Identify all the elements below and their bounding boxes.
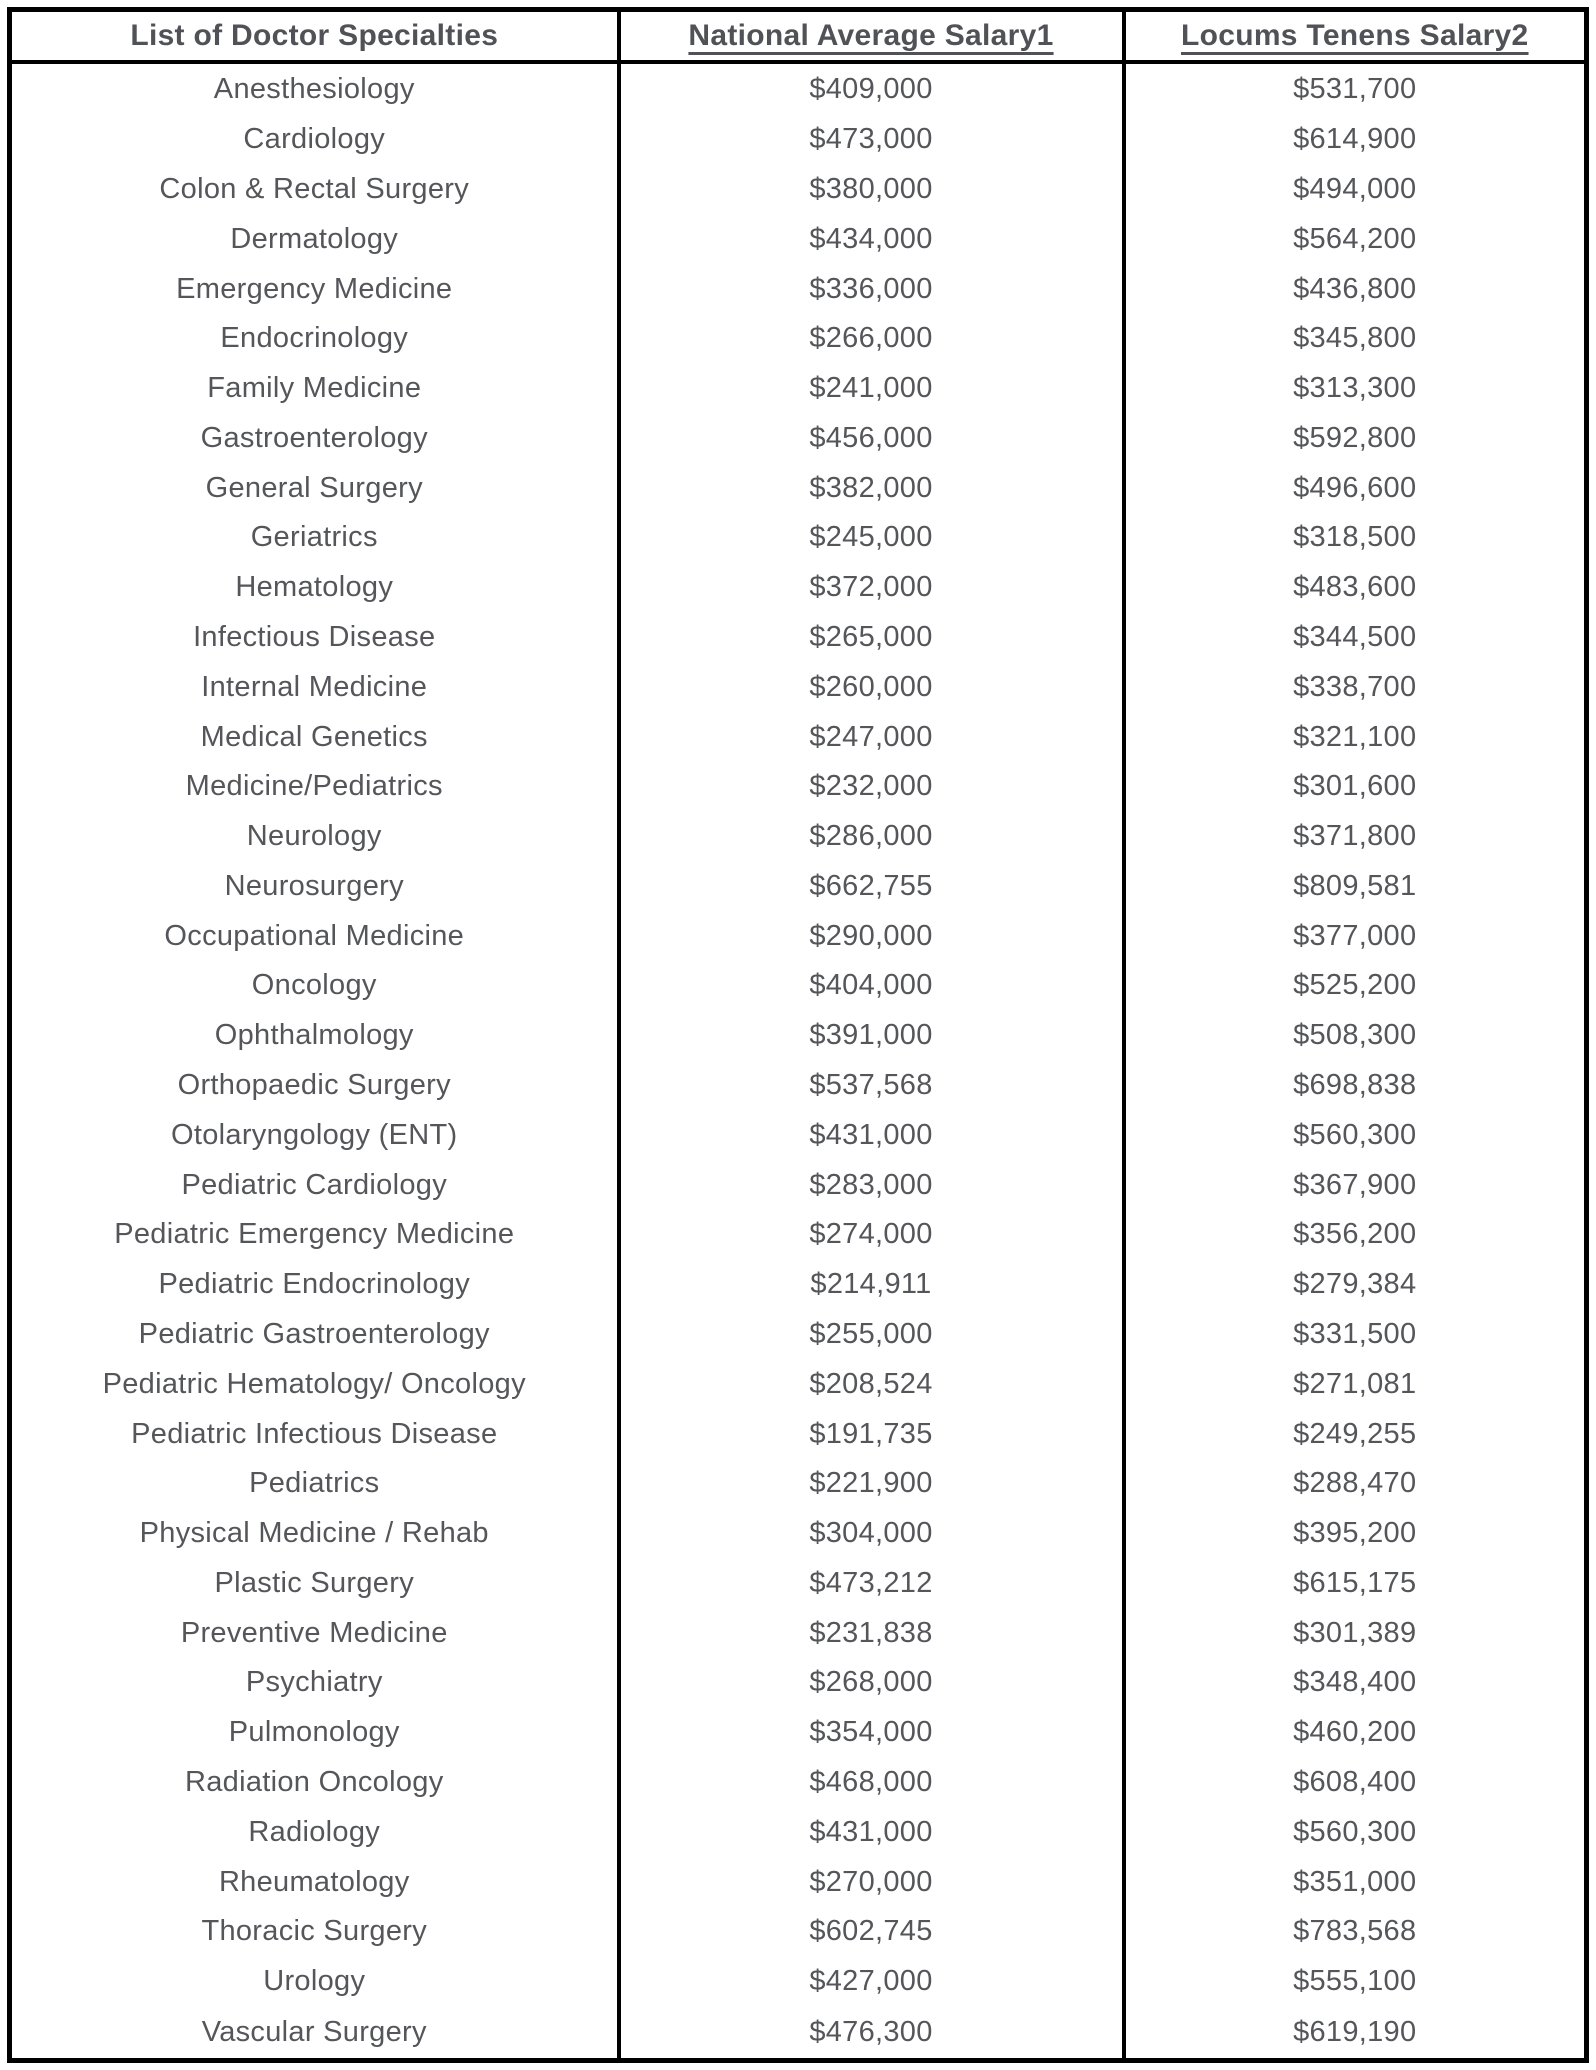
table-row bbox=[10, 314, 1587, 364]
table-row bbox=[10, 1011, 1587, 1061]
specialty-cell: Physical Medicine / Rehab bbox=[139, 1517, 489, 1550]
specialty-cell: Infectious Disease bbox=[193, 621, 436, 653]
specialty-cell: Pulmonology bbox=[228, 1716, 400, 1749]
col-header-national-average-salary-label: National Average Salary1 bbox=[688, 19, 1054, 52]
national-average-salary-cell: $208,524 bbox=[619, 1359, 1124, 1409]
national-average-salary-cell: $427,000 bbox=[619, 1957, 1124, 2007]
table-row bbox=[10, 115, 1587, 165]
locums-tenens-salary-cell: $496,600 bbox=[1124, 463, 1587, 513]
specialty-cell: Psychiatry bbox=[245, 1666, 383, 1699]
national-average-salary-cell: $283,000 bbox=[619, 1160, 1124, 1210]
table-row bbox=[10, 1509, 1587, 1559]
specialty-cell: General Surgery bbox=[205, 471, 423, 504]
col-header-locums-tenens-salary-label: Locums Tenens Salary2 bbox=[1180, 19, 1529, 52]
table-row bbox=[10, 563, 1587, 613]
table-row bbox=[10, 2006, 1587, 2060]
specialty-cell: Thoracic Surgery bbox=[201, 1915, 428, 1948]
locums-tenens-salary-cell: $494,000 bbox=[1124, 165, 1587, 215]
locums-tenens-salary-cell: $249,255 bbox=[1124, 1409, 1587, 1459]
table-row bbox=[10, 1957, 1587, 2007]
locums-tenens-salary-cell: $483,600 bbox=[1124, 563, 1587, 613]
locums-tenens-salary-cell: $348,400 bbox=[1124, 1658, 1587, 1708]
national-average-salary-cell: $245,000 bbox=[619, 513, 1124, 563]
locums-tenens-salary-cell: $321,100 bbox=[1124, 712, 1587, 762]
national-average-salary-cell: $431,000 bbox=[619, 1110, 1124, 1160]
specialty-cell: Radiology bbox=[248, 1815, 381, 1848]
specialty-cell: Pediatric Infectious Disease bbox=[131, 1417, 498, 1450]
locums-tenens-salary-cell: $436,800 bbox=[1124, 264, 1587, 314]
specialty-cell: Rheumatology bbox=[218, 1865, 410, 1898]
locums-tenens-salary-cell: $288,470 bbox=[1124, 1459, 1587, 1509]
locums-tenens-salary-cell: $619,190 bbox=[1124, 2006, 1587, 2060]
locums-tenens-salary-cell: $313,300 bbox=[1124, 364, 1587, 414]
locums-tenens-salary-cell: $560,300 bbox=[1124, 1807, 1587, 1857]
specialty-cell: Endocrinology bbox=[220, 322, 409, 355]
table-row bbox=[10, 62, 1587, 115]
specialty-cell: Emergency Medicine bbox=[176, 272, 453, 305]
locums-tenens-salary-cell: $783,568 bbox=[1124, 1907, 1587, 1957]
table-row bbox=[10, 1061, 1587, 1111]
table-row bbox=[10, 961, 1587, 1011]
table-row bbox=[10, 1310, 1587, 1360]
national-average-salary-cell: $434,000 bbox=[619, 214, 1124, 264]
national-average-salary-cell: $266,000 bbox=[619, 314, 1124, 364]
national-average-salary-cell: $537,568 bbox=[619, 1061, 1124, 1111]
national-average-salary-cell: $468,000 bbox=[619, 1758, 1124, 1808]
national-average-salary-cell: $372,000 bbox=[619, 563, 1124, 613]
national-average-salary-cell: $473,212 bbox=[619, 1558, 1124, 1608]
table-row bbox=[10, 1807, 1587, 1857]
national-average-salary-cell: $255,000 bbox=[619, 1310, 1124, 1360]
national-average-salary-cell: $241,000 bbox=[619, 364, 1124, 414]
locums-tenens-salary-cell: $279,384 bbox=[1124, 1260, 1587, 1310]
specialty-cell: Hematology bbox=[235, 571, 394, 604]
col-header-national-average-salary bbox=[619, 10, 1124, 63]
specialty-cell: Preventive Medicine bbox=[180, 1616, 448, 1649]
table-body bbox=[10, 62, 1587, 2061]
specialty-cell: Cardiology bbox=[243, 123, 386, 156]
specialty-cell: Vascular Surgery bbox=[201, 2015, 427, 2048]
national-average-salary-cell: $473,000 bbox=[619, 115, 1124, 165]
table-row bbox=[10, 463, 1587, 513]
table-row bbox=[10, 613, 1587, 663]
table-row bbox=[10, 214, 1587, 264]
locums-tenens-salary-cell: $560,300 bbox=[1124, 1110, 1587, 1160]
national-average-salary-cell: $662,755 bbox=[619, 862, 1124, 912]
national-average-salary-cell: $265,000 bbox=[619, 613, 1124, 663]
locums-tenens-salary-cell: $608,400 bbox=[1124, 1758, 1587, 1808]
specialty-cell: Otolaryngology (ENT) bbox=[171, 1118, 458, 1151]
table-row bbox=[10, 1608, 1587, 1658]
table-row bbox=[10, 1359, 1587, 1409]
specialty-cell: Pediatric Hematology/ Oncology bbox=[102, 1367, 526, 1400]
specialty-cell: Pediatrics bbox=[249, 1467, 380, 1500]
locums-tenens-salary-cell: $555,100 bbox=[1124, 1957, 1587, 2007]
national-average-salary-cell: $382,000 bbox=[619, 463, 1124, 513]
table-row bbox=[10, 762, 1587, 812]
national-average-salary-cell: $214,911 bbox=[619, 1260, 1124, 1310]
locums-tenens-salary-cell: $698,838 bbox=[1124, 1061, 1587, 1111]
national-average-salary-cell: $221,900 bbox=[619, 1459, 1124, 1509]
specialty-cell: Gastroenterology bbox=[200, 421, 428, 454]
national-average-salary-cell: $354,000 bbox=[619, 1708, 1124, 1758]
specialty-cell: Internal Medicine bbox=[201, 670, 428, 703]
table-row bbox=[10, 1558, 1587, 1608]
locums-tenens-salary-cell: $395,200 bbox=[1124, 1509, 1587, 1559]
national-average-salary-cell: $268,000 bbox=[619, 1658, 1124, 1708]
table-row bbox=[10, 1708, 1587, 1758]
specialty-cell: Neurology bbox=[246, 820, 382, 853]
locums-tenens-salary-cell: $377,000 bbox=[1124, 911, 1587, 961]
locums-tenens-salary-cell: $338,700 bbox=[1124, 662, 1587, 712]
national-average-salary-cell: $304,000 bbox=[619, 1509, 1124, 1559]
specialty-cell: Medical Genetics bbox=[200, 720, 428, 753]
locums-tenens-salary-cell: $615,175 bbox=[1124, 1558, 1587, 1608]
table-row bbox=[10, 1658, 1587, 1708]
col-header-specialties bbox=[10, 10, 619, 63]
table-row bbox=[10, 712, 1587, 762]
table-row bbox=[10, 1758, 1587, 1808]
locums-tenens-salary-cell: $351,000 bbox=[1124, 1857, 1587, 1907]
locums-tenens-salary-cell: $345,800 bbox=[1124, 314, 1587, 364]
col-header-locums-tenens-salary bbox=[1124, 10, 1587, 63]
national-average-salary-cell: $476,300 bbox=[619, 2006, 1124, 2060]
locums-tenens-salary-cell: $508,300 bbox=[1124, 1011, 1587, 1061]
national-average-salary-cell: $336,000 bbox=[619, 264, 1124, 314]
locums-tenens-salary-cell: $344,500 bbox=[1124, 613, 1587, 663]
locums-tenens-salary-cell: $460,200 bbox=[1124, 1708, 1587, 1758]
specialty-cell: Pediatric Gastroenterology bbox=[138, 1317, 490, 1350]
national-average-salary-cell: $391,000 bbox=[619, 1011, 1124, 1061]
national-average-salary-cell: $431,000 bbox=[619, 1807, 1124, 1857]
locums-tenens-salary-cell: $356,200 bbox=[1124, 1210, 1587, 1260]
national-average-salary-cell: $602,745 bbox=[619, 1907, 1124, 1957]
locums-tenens-salary-cell: $614,900 bbox=[1124, 115, 1587, 165]
table-row bbox=[10, 1260, 1587, 1310]
locums-tenens-salary-cell: $809,581 bbox=[1124, 862, 1587, 912]
table-row bbox=[10, 862, 1587, 912]
table-row bbox=[10, 911, 1587, 961]
table-row bbox=[10, 513, 1587, 563]
specialty-cell: Oncology bbox=[251, 969, 377, 1002]
doctor-salary-table bbox=[7, 7, 1589, 2063]
locums-tenens-salary-cell: $371,800 bbox=[1124, 812, 1587, 862]
specialty-cell: Urology bbox=[263, 1965, 366, 1998]
table-row bbox=[10, 1210, 1587, 1260]
table-row bbox=[10, 1907, 1587, 1957]
table-row bbox=[10, 1110, 1587, 1160]
national-average-salary-cell: $247,000 bbox=[619, 712, 1124, 762]
national-average-salary-cell: $286,000 bbox=[619, 812, 1124, 862]
locums-tenens-salary-cell: $331,500 bbox=[1124, 1310, 1587, 1360]
specialty-cell: Ophthalmology bbox=[214, 1019, 414, 1052]
locums-tenens-salary-cell: $592,800 bbox=[1124, 413, 1587, 463]
table-row bbox=[10, 1160, 1587, 1210]
national-average-salary-cell: $380,000 bbox=[619, 165, 1124, 215]
table-row bbox=[10, 812, 1587, 862]
specialty-cell: Dermatology bbox=[230, 222, 399, 255]
col-header-specialties-label: List of Doctor Specialties bbox=[130, 19, 499, 52]
table-row bbox=[10, 364, 1587, 414]
specialty-cell: Geriatrics bbox=[250, 521, 378, 554]
national-average-salary-cell: $231,838 bbox=[619, 1608, 1124, 1658]
locums-tenens-salary-cell: $564,200 bbox=[1124, 214, 1587, 264]
specialty-cell: Pediatric Emergency Medicine bbox=[114, 1218, 515, 1251]
specialty-cell: Pediatric Cardiology bbox=[181, 1168, 447, 1201]
specialty-cell: Orthopaedic Surgery bbox=[177, 1069, 451, 1102]
specialty-cell: Pediatric Endocrinology bbox=[158, 1268, 471, 1301]
locums-tenens-salary-cell: $301,389 bbox=[1124, 1608, 1587, 1658]
national-average-salary-cell: $404,000 bbox=[619, 961, 1124, 1011]
table-row bbox=[10, 662, 1587, 712]
table-row bbox=[10, 1857, 1587, 1907]
specialty-cell: Plastic Surgery bbox=[214, 1566, 414, 1599]
locums-tenens-salary-cell: $271,081 bbox=[1124, 1359, 1587, 1409]
national-average-salary-cell: $260,000 bbox=[619, 662, 1124, 712]
specialty-cell: Radiation Oncology bbox=[185, 1765, 444, 1798]
table-row bbox=[10, 1409, 1587, 1459]
locums-tenens-salary-cell: $367,900 bbox=[1124, 1160, 1587, 1210]
national-average-salary-cell: $270,000 bbox=[619, 1857, 1124, 1907]
locums-tenens-salary-cell: $318,500 bbox=[1124, 513, 1587, 563]
national-average-salary-cell: $191,735 bbox=[619, 1409, 1124, 1459]
national-average-salary-cell: $232,000 bbox=[619, 762, 1124, 812]
specialty-cell: Anesthesiology bbox=[213, 72, 415, 105]
specialty-cell: Medicine/Pediatrics bbox=[185, 770, 443, 803]
specialty-cell: Family Medicine bbox=[207, 372, 422, 405]
national-average-salary-cell: $274,000 bbox=[619, 1210, 1124, 1260]
national-average-salary-cell: $456,000 bbox=[619, 413, 1124, 463]
table-row bbox=[10, 413, 1587, 463]
table-row bbox=[10, 165, 1587, 215]
table-row bbox=[10, 1459, 1587, 1509]
national-average-salary-cell: $409,000 bbox=[619, 62, 1124, 115]
header-row bbox=[10, 10, 1587, 63]
locums-tenens-salary-cell: $531,700 bbox=[1124, 62, 1587, 115]
locums-tenens-salary-cell: $301,600 bbox=[1124, 762, 1587, 812]
table-row bbox=[10, 264, 1587, 314]
specialty-cell: Colon & Rectal Surgery bbox=[159, 172, 470, 205]
locums-tenens-salary-cell: $525,200 bbox=[1124, 961, 1587, 1011]
specialty-cell: Occupational Medicine bbox=[164, 919, 465, 952]
specialty-cell: Neurosurgery bbox=[224, 869, 404, 902]
national-average-salary-cell: $290,000 bbox=[619, 911, 1124, 961]
